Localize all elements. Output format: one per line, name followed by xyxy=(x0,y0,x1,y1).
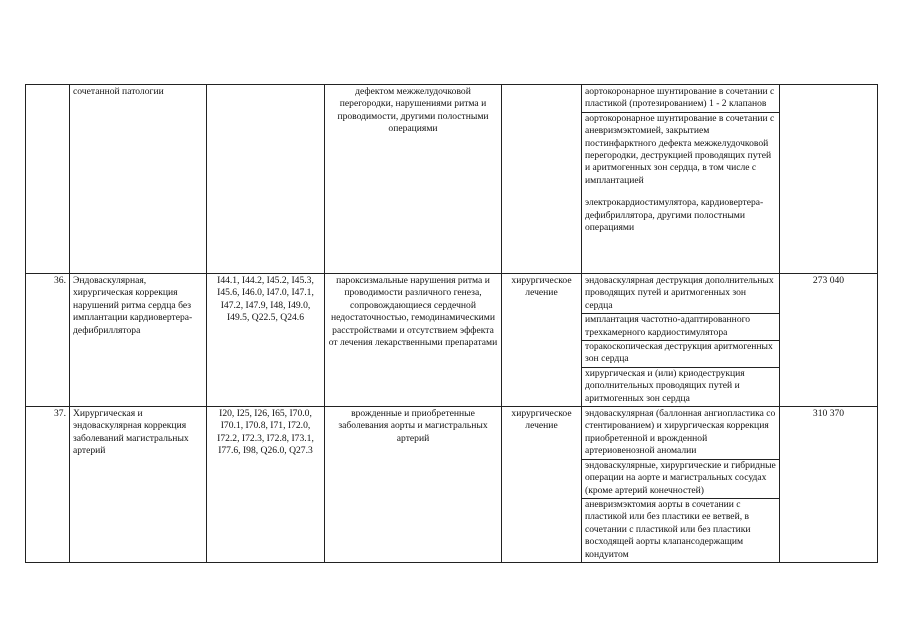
price xyxy=(780,85,878,274)
treatment-methods xyxy=(582,274,780,407)
method-item: аортокоронарное шунтирование в сочетании с пластикой (протезированием) 1 - 2 клапанов xyxy=(582,86,779,113)
care-group: Хирургическая и эндоваскулярная коррекция заболеваний магистральных артерий xyxy=(70,407,207,563)
icd-codes xyxy=(207,85,325,274)
row-number xyxy=(26,85,70,274)
table-row xyxy=(26,85,878,274)
treatment-type xyxy=(502,85,582,274)
row-number: 37. xyxy=(26,407,70,563)
method-item: эндоваскулярная деструкция дополнительных проводящих путей и аритмогенных зон сердца xyxy=(582,275,779,314)
icd-codes: I44.1, I44.2, I45.2, I45.3, I45.6, I46.0, I47.0, I47.1, I47.2, I47.9, I48, I49.0, I49.5, Q22.5, Q24.6 xyxy=(207,274,325,407)
method-item: аневризмэктомия аорты в сочетании с пластикой или без пластики ее ветвей, в сочетании с пластикой или без пластики восходящей аорты клапансодержащим кондуитом xyxy=(585,498,751,560)
method-item: торакоскопическая деструкция аритмогенных зон сердца xyxy=(582,341,779,368)
treatment-methods xyxy=(582,85,780,274)
icd-codes: I20, I25, I26, I65, I70.0, I70.1, I70.8, I71, I72.0, I72.2, I72.3, I72.8, I73.1, I77.6, I98, Q26.0, Q27.3 xyxy=(207,407,325,563)
patient-model: пароксизмальные нарушения ритма и проводимости различного генеза, сопровождающиеся сердечной недостаточностью, гемодинамическими расстройствами и отсутствием эффекта от лечения лекарственными препаратами xyxy=(325,274,502,407)
method-item: эндоваскулярная (баллонная ангиопластика со стентированием) и хирургическая коррекция приобретенной и врожденной артериовенозной аномалии xyxy=(582,408,779,460)
price: 310 370 xyxy=(780,407,878,563)
treatment-type: хирургическое лечение xyxy=(502,407,582,563)
care-group: Эндоваскулярная, хирургическая коррекция нарушений ритма сердца без имплантации кардиовертера-дефибриллятора xyxy=(70,274,207,407)
patient-model: врожденные и приобретенные заболевания аорты и магистральных артерий xyxy=(325,407,502,563)
care-group: сочетанной патологии xyxy=(70,85,207,274)
method-item: имплантация частотно-адаптированного трехкамерного кардиостимулятора xyxy=(582,314,779,341)
patient-model: дефектом межжелудочковой перегородки, нарушениями ритма и проводимости, другими полостными операциями xyxy=(325,85,502,274)
treatment-methods xyxy=(582,407,780,563)
price: 273 040 xyxy=(780,274,878,407)
medical-services-table xyxy=(25,84,878,563)
method-item: хирургическая и (или) криодеструкция дополнительных проводящих путей и аритмогенных зон сердца xyxy=(585,367,745,404)
row-number: 36. xyxy=(26,274,70,407)
method-item: эндоваскулярные, хирургические и гибридные операции на аорте и магистральных сосудах (кроме артерий конечностей) xyxy=(582,460,779,499)
table-row xyxy=(26,274,878,407)
table-row xyxy=(26,407,878,563)
treatment-type: хирургическое лечение xyxy=(502,274,582,407)
method-item: аортокоронарное шунтирование в сочетании с аневризмэктомией, закрытием постинфарктного дефекта межжелудочковой перегородки, деструкцией проводящих путей и аритмогенных зон сердца, в том числе с имплантацией электрокардиостимулятора, кардиовертера-дефибриллятора, другими полостными операциями xyxy=(585,112,775,234)
